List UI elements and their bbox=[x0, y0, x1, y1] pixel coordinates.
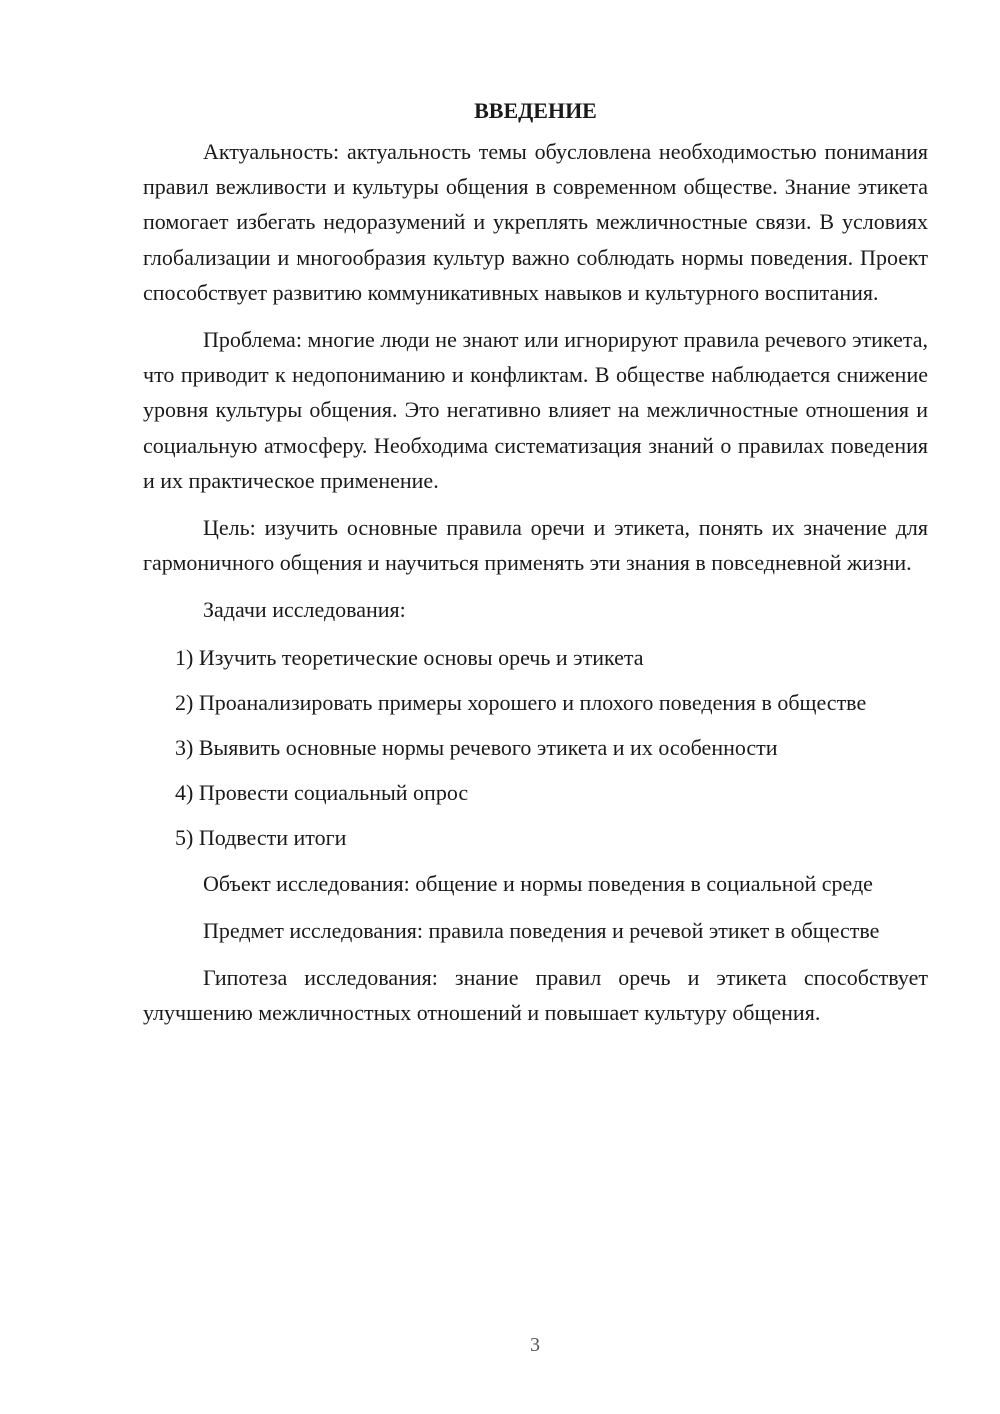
page-number: 3 bbox=[530, 1334, 540, 1356]
paragraph-goal: Цель: изучить основные правила оречи и этикета, понять их значение для гармоничного общения и научиться применять эти знания в повседневной жизни. bbox=[143, 515, 928, 576]
section-title: ВВЕДЕНИЕ bbox=[474, 98, 597, 123]
task-item: 5) Подвести итоги bbox=[175, 825, 347, 851]
task-item: 1) Изучить теоретические основы оречь и этикета bbox=[175, 644, 644, 670]
paragraph-problem: Проблема: многие люди не знают или игнорируют правила речевого этикета, что приводит к недопониманию и конфликтам. В обществе наблюдается снижение уровня культуры общения. Это негативно влияет на межличностные отношения и социальную атмосферу. Необходима систематизация знаний о правилах поведения и их практическое применение. bbox=[143, 327, 928, 493]
tasks-heading: Задачи исследования: bbox=[203, 597, 406, 623]
task-item: 3) Выявить основные нормы речевого этикета и их особенности bbox=[175, 735, 778, 761]
page-content bbox=[143, 93, 928, 1042]
task-item: 2) Проанализировать примеры хорошего и плохого поведения в обществе bbox=[175, 689, 867, 715]
paragraph-hypothesis: Гипотеза исследования: знание правил оречь и этикета способствует улучшению межличностных отношений и повышает культуру общения. bbox=[143, 965, 928, 1026]
paragraph-subject: Предмет исследования: правила поведения и речевой этикет в обществе bbox=[203, 917, 880, 943]
paragraph-object: Объект исследования: общение и нормы поведения в социальной среде bbox=[203, 870, 873, 896]
paragraph-relevance: Актуальность: актуальность темы обусловлена необходимостью понимания правил вежливости и культуры общения в современном обществе. Знание этикета помогает избегать недоразумений и укреплять межличностные связи. В условиях глобализации и многообразия культур важно соблюдать нормы поведения. Проект способствует развитию коммуникативных навыков и культурного воспитания. bbox=[143, 139, 928, 305]
task-item: 4) Провести социальный опрос bbox=[175, 780, 469, 806]
